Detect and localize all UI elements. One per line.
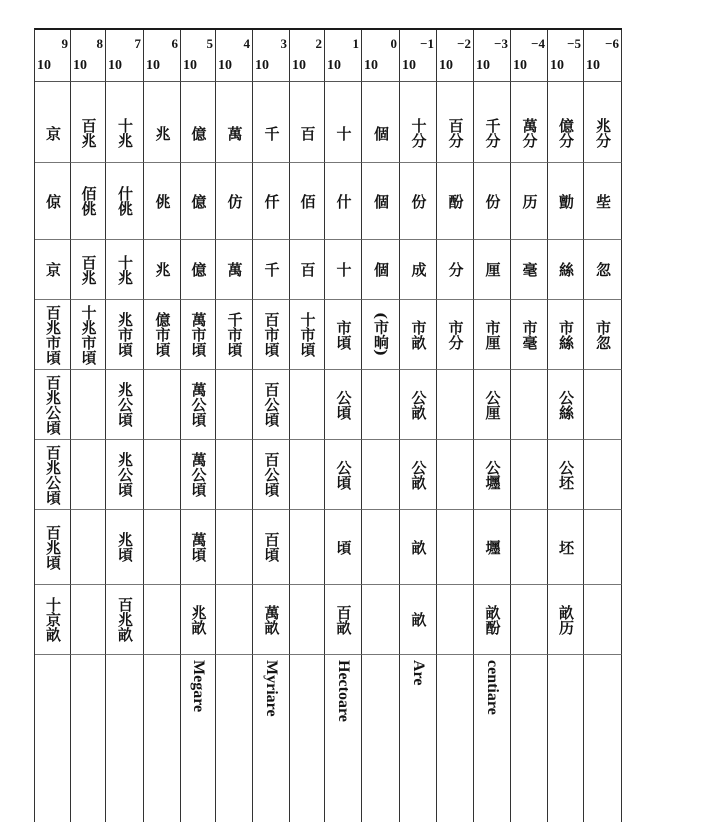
power-base: 10 [513,58,527,73]
power-header [584,30,622,82]
metric-area-unit-cell: 公厘 [474,370,511,440]
prefix-cell: 百分 [437,82,474,163]
power-base: 10 [476,58,490,73]
power-header [548,30,584,82]
metric-area-unit-cell: 萬公頃 [181,370,216,440]
metric-area-variant-cell: 公坯 [548,440,584,510]
mu-unit-cell: 十京畝 [35,585,71,655]
shi-area-unit-cell: 億市頃 [144,300,181,370]
qing-unit-cell: 百兆頃 [35,510,71,585]
prefix-cell: 千 [253,82,290,163]
english-unit-cell [106,655,144,822]
combined-prefix-cell: 佰佻 [71,163,106,240]
english-unit-cell [35,655,71,822]
english-unit-cell: Myriare [253,655,290,822]
qing-unit-cell: 萬頃 [181,510,216,585]
power-header [71,30,106,82]
power-header [400,30,437,82]
metric-area-unit-cell [216,370,253,440]
qing-unit-cell [362,510,400,585]
power-base: 10 [218,58,232,73]
metric-area-variant-cell [144,440,181,510]
metric-area-variant-cell: 萬公頃 [181,440,216,510]
metric-area-variant-cell: 公畝 [400,440,437,510]
combined-prefix-cell: 個 [362,163,400,240]
power-base: 10 [439,58,453,73]
power-exponent: −5 [567,36,581,51]
power-exponent: 9 [61,36,68,51]
common-prefix-cell: 絲 [548,240,584,300]
common-prefix-cell: 百兆 [71,240,106,300]
power-base: 10 [292,58,306,73]
qing-unit-cell: 百頃 [253,510,290,585]
combined-prefix-cell: 什佻 [106,163,144,240]
power-header [144,30,181,82]
qing-unit-cell [437,510,474,585]
metric-area-variant-cell: 百兆公頃 [35,440,71,510]
metric-area-unit-cell [362,370,400,440]
shi-area-unit-cell: 市絲 [548,300,584,370]
metric-area-variant-cell [437,440,474,510]
english-unit-cell [290,655,325,822]
combined-prefix-cell: 份 [474,163,511,240]
common-prefix-cell: 十兆 [106,240,144,300]
power-header [325,30,362,82]
qing-unit-cell [71,510,106,585]
power-base: 10 [255,58,269,73]
metric-area-unit-cell [144,370,181,440]
english-unit-cell [216,655,253,822]
combined-prefix-cell: 佻 [144,163,181,240]
power-base: 10 [37,58,51,73]
shi-area-unit-cell: 兆市頃 [106,300,144,370]
english-unit-cell [511,655,548,822]
power-header [216,30,253,82]
prefix-cell: 十兆 [106,82,144,163]
power-header [437,30,474,82]
power-exponent: −4 [531,36,545,51]
power-header [362,30,400,82]
power-exponent: −1 [420,36,434,51]
english-unit-cell: Are [400,655,437,822]
unit-prefix-table [34,28,622,822]
power-base: 10 [73,58,87,73]
power-header [290,30,325,82]
prefix-cell: 兆分 [584,82,622,163]
metric-area-unit-cell: 公絲 [548,370,584,440]
english-unit-cell [144,655,181,822]
power-header [511,30,548,82]
power-base: 10 [586,58,600,73]
power-exponent: 2 [315,36,322,51]
combined-prefix-cell: 勯 [548,163,584,240]
qing-unit-cell: 兆頃 [106,510,144,585]
power-header [253,30,290,82]
mu-unit-cell: 畝历 [548,585,584,655]
common-prefix-cell: 萬 [216,240,253,300]
common-prefix-cell: 千 [253,240,290,300]
metric-area-variant-cell [511,440,548,510]
mu-unit-cell [362,585,400,655]
combined-prefix-cell: 㘹 [584,163,622,240]
combined-prefix-cell: 倞 [35,163,71,240]
shi-area-unit-cell: 十市頃 [290,300,325,370]
power-base: 10 [402,58,416,73]
shi-area-unit-cell: 十兆市頃 [71,300,106,370]
metric-area-unit-cell [511,370,548,440]
power-base: 10 [327,58,341,73]
english-unit-cell [71,655,106,822]
mu-unit-cell [584,585,622,655]
combined-prefix-cell: 酚 [437,163,474,240]
mu-unit-cell [511,585,548,655]
common-prefix-cell: 兆 [144,240,181,300]
metric-area-unit-cell [71,370,106,440]
metric-area-variant-cell [216,440,253,510]
shi-area-unit-cell: 市厘 [474,300,511,370]
combined-prefix-cell: 佰 [290,163,325,240]
power-base: 10 [364,58,378,73]
qing-unit-cell [511,510,548,585]
shi-area-unit-cell: 市毫 [511,300,548,370]
power-exponent: 0 [390,36,397,51]
power-header [474,30,511,82]
metric-area-unit-cell: 公畝 [400,370,437,440]
prefix-cell: 京 [35,82,71,163]
combined-prefix-cell: 什 [325,163,362,240]
metric-area-variant-cell [71,440,106,510]
qing-unit-cell: 畝 [400,510,437,585]
common-prefix-cell: 百 [290,240,325,300]
shi-area-unit-cell: 千市頃 [216,300,253,370]
qing-unit-cell: 坯 [548,510,584,585]
shi-area-unit-cell: 百兆市頃 [35,300,71,370]
mu-unit-cell [437,585,474,655]
metric-area-unit-cell [437,370,474,440]
mu-unit-cell: 兆畝 [181,585,216,655]
mu-unit-cell [216,585,253,655]
prefix-cell: 萬分 [511,82,548,163]
combined-prefix-cell: 历 [511,163,548,240]
power-exponent: −6 [605,36,619,51]
mu-unit-cell: 百兆畝 [106,585,144,655]
english-unit-cell [362,655,400,822]
power-exponent: 7 [134,36,141,51]
metric-area-unit-cell: 百兆公頃 [35,370,71,440]
common-prefix-cell: 厘 [474,240,511,300]
common-prefix-cell: 忽 [584,240,622,300]
prefix-cell: 兆 [144,82,181,163]
mu-unit-cell [144,585,181,655]
mu-unit-cell [290,585,325,655]
prefix-cell: 億分 [548,82,584,163]
common-prefix-cell: 成 [400,240,437,300]
combined-prefix-cell: 仟 [253,163,290,240]
power-base: 10 [146,58,160,73]
metric-area-variant-cell: 公壥 [474,440,511,510]
power-header [35,30,71,82]
qing-unit-cell: 頃 [325,510,362,585]
prefix-cell: 千分 [474,82,511,163]
metric-area-unit-cell: 百公頃 [253,370,290,440]
combined-prefix-cell: 仿 [216,163,253,240]
power-header [181,30,216,82]
prefix-cell: 萬 [216,82,253,163]
english-unit-cell: Hectoare [325,655,362,822]
shi-area-unit-cell: 萬市頃 [181,300,216,370]
power-base: 10 [550,58,564,73]
english-unit-cell [584,655,622,822]
power-base: 10 [108,58,122,73]
prefix-cell: 個 [362,82,400,163]
shi-area-unit-cell: 市分 [437,300,474,370]
prefix-cell: 百 [290,82,325,163]
shi-area-unit-cell: 市畝 [400,300,437,370]
power-exponent: 4 [243,36,250,51]
metric-area-unit-cell [290,370,325,440]
combined-prefix-cell: 億 [181,163,216,240]
qing-unit-cell [144,510,181,585]
power-exponent: 3 [280,36,287,51]
common-prefix-cell: 億 [181,240,216,300]
power-exponent: −2 [457,36,471,51]
power-exponent: 5 [206,36,213,51]
metric-area-unit-cell [584,370,622,440]
english-unit-cell: centiare [474,655,511,822]
common-prefix-cell: 十 [325,240,362,300]
english-unit-cell [548,655,584,822]
qing-unit-cell [216,510,253,585]
shi-area-unit-cell: 市忽 [584,300,622,370]
common-prefix-cell: 分 [437,240,474,300]
mu-unit-cell [71,585,106,655]
shi-area-unit-cell: 百市頃 [253,300,290,370]
metric-area-variant-cell: 百公頃 [253,440,290,510]
common-prefix-cell: 京 [35,240,71,300]
qing-unit-cell [584,510,622,585]
prefix-cell: 十分 [400,82,437,163]
power-exponent: 8 [96,36,103,51]
common-prefix-cell: 個 [362,240,400,300]
power-exponent: 6 [171,36,178,51]
qing-unit-cell: 壥 [474,510,511,585]
metric-area-variant-cell [362,440,400,510]
mu-unit-cell: 畝 [400,585,437,655]
mu-unit-cell: 萬畝 [253,585,290,655]
prefix-cell: 十 [325,82,362,163]
metric-area-variant-cell [584,440,622,510]
shi-area-unit-cell: (市晌) [362,300,400,370]
power-base: 10 [183,58,197,73]
mu-unit-cell: 百畝 [325,585,362,655]
metric-area-unit-cell: 兆公頃 [106,370,144,440]
qing-unit-cell [290,510,325,585]
combined-prefix-cell: 份 [400,163,437,240]
prefix-cell: 億 [181,82,216,163]
shi-area-unit-cell: 市頃 [325,300,362,370]
power-header [106,30,144,82]
english-unit-cell [437,655,474,822]
metric-area-variant-cell [290,440,325,510]
metric-area-variant-cell: 公頃 [325,440,362,510]
metric-area-variant-cell: 兆公頃 [106,440,144,510]
power-exponent: 1 [352,36,359,51]
english-unit-cell: Megare [181,655,216,822]
power-exponent: −3 [494,36,508,51]
metric-area-unit-cell: 公頃 [325,370,362,440]
mu-unit-cell: 畝酚 [474,585,511,655]
prefix-cell: 百兆 [71,82,106,163]
common-prefix-cell: 毫 [511,240,548,300]
